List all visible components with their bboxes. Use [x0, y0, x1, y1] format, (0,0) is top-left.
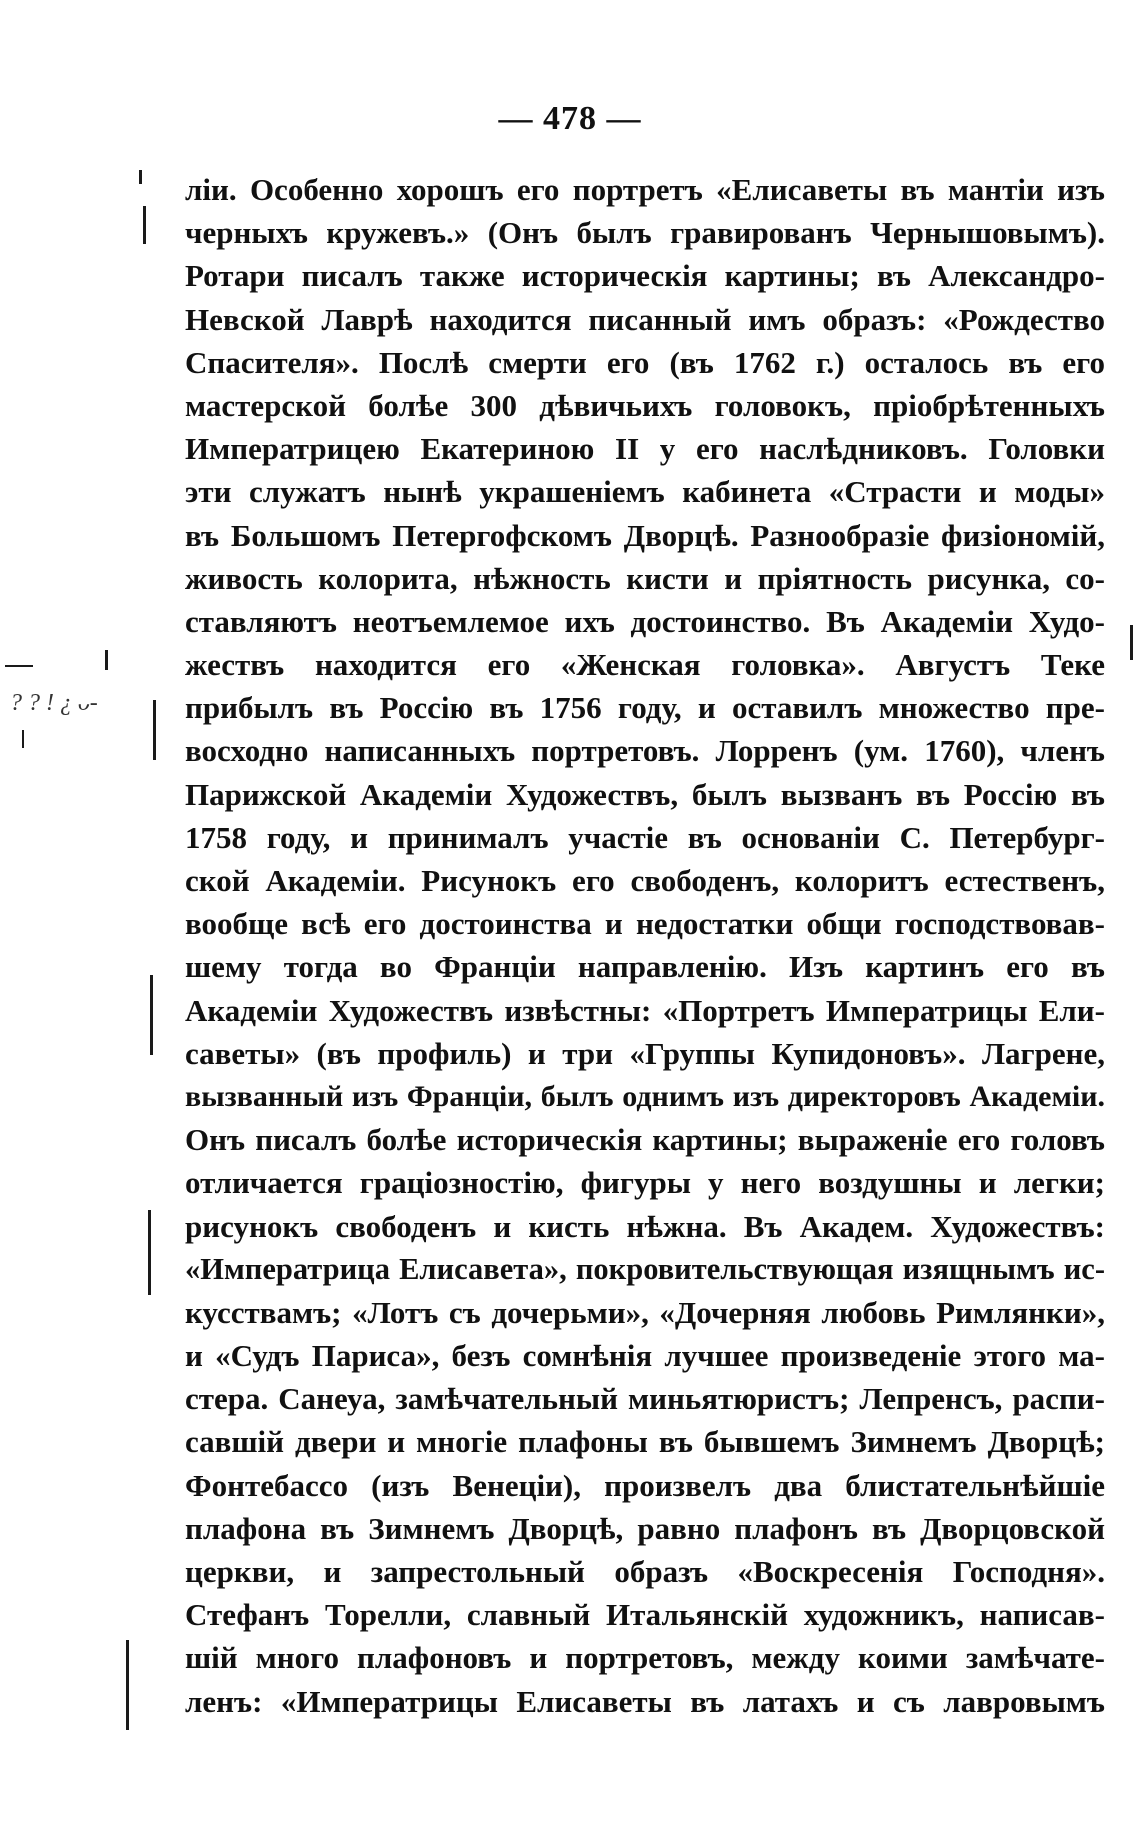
text-line: Ротари писалъ также историческія картины; въ Александро-	[185, 258, 1105, 294]
margin-mark	[148, 1210, 151, 1295]
page-number: — 478 —	[498, 100, 642, 137]
text-line: въ Большомъ Петергофскомъ Дворцѣ. Разнообразіе физіономій,	[185, 517, 1105, 553]
margin-dash	[5, 665, 33, 667]
text-line: жествъ находится его «Женская головка». Августъ Теке	[185, 647, 1105, 683]
text-line: прибылъ въ Россію въ 1756 году, и оставилъ множество пре-	[185, 690, 1105, 726]
text-line: кусствамъ; «Лотъ съ дочерьми», «Дочерняя любовь Римлянки»,	[185, 1294, 1105, 1330]
text-line: Стефанъ Торелли, славный Итальянскій художникъ, написав-	[185, 1597, 1105, 1633]
text-line: Онъ писалъ болѣе историческія картины; выраженіе его головъ	[185, 1122, 1105, 1158]
margin-mark	[150, 975, 153, 1055]
text-line: Императрицею Екатериною II у его наслѣдниковъ. Головки	[185, 431, 1105, 467]
text-line: ліи. Особенно хорошъ его портретъ «Елисаветы въ мантіи изъ	[185, 172, 1105, 207]
margin-mark	[139, 170, 142, 184]
body-text	[185, 168, 1105, 1723]
margin-mark	[143, 206, 146, 244]
text-line: шій много плафоновъ и портретовъ, между коими замѣчате-	[185, 1640, 1105, 1676]
text-line: ской Академіи. Рисунокъ его свободенъ, колоритъ естественъ,	[185, 863, 1105, 898]
text-line: шему тогда во Франціи направленію. Изъ картинъ его въ	[185, 949, 1105, 985]
text-line: Парижской Академіи Художествъ, былъ вызванъ въ Россію въ	[185, 776, 1105, 812]
text-line: савшій двери и многіе плафоны въ бывшемъ Зимнемъ Дворцѣ;	[185, 1424, 1105, 1460]
margin-mark	[22, 730, 24, 748]
text-line: 1758 году, и принималъ участіе въ основаніи С. Петербург-	[185, 819, 1105, 855]
text-line: мастерской болѣе 300 дѣвичьихъ головокъ, пріобрѣтенныхъ	[185, 387, 1105, 423]
text-line: Спасителя». Послѣ смерти его (въ 1762 г.) осталось въ его	[185, 344, 1105, 380]
text-line: вообще всѣ его достоинства и недостатки общи господствовав-	[185, 906, 1105, 942]
text-line: живость колорита, нѣжность кисти и пріятность рисунка, со-	[185, 560, 1105, 596]
text-line: церкви, и запрестольный образъ «Воскресенія Господня».	[185, 1554, 1105, 1589]
margin-mark	[153, 700, 156, 760]
text-line: рисунокъ свободенъ и кисть нѣжна. Въ Академ. Художествъ:	[185, 1208, 1105, 1244]
text-line: плафона въ Зимнемъ Дворцѣ, равно плафонъ въ Дворцовской	[185, 1510, 1105, 1546]
text-line: саветы» (въ профиль) и три «Группы Купидоновъ». Лагрене,	[185, 1035, 1105, 1071]
text-line: стера. Санеуа, замѣчательный миньятюристъ; Лепренсъ, распи-	[185, 1381, 1105, 1417]
text-line: ставляютъ неотъемлемое ихъ достоинство. Въ Академіи Худо-	[185, 603, 1105, 639]
margin-mark	[1130, 625, 1133, 660]
text-line: Невской Лаврѣ находится писанный имъ образъ: «Рождество	[185, 301, 1105, 337]
text-line: черныхъ кружевъ.» (Онъ былъ гравированъ Чернышовымъ).	[185, 215, 1105, 251]
margin-note: ? ? ! ¿ ᴗ-	[10, 690, 98, 716]
text-line: ленъ: «Императрицы Елисаветы въ латахъ и съ лавровымъ	[185, 1683, 1105, 1719]
margin-mark	[105, 650, 108, 670]
text-line: отличается граціозностію, фигуры у него воздушны и легки;	[185, 1165, 1105, 1201]
text-line: восходно написанныхъ портретовъ. Лорренъ (ум. 1760), членъ	[185, 733, 1105, 769]
text-line: вызванный изъ Франціи, былъ однимъ изъ директоровъ Академіи.	[185, 1079, 1105, 1113]
margin-mark	[126, 1640, 129, 1730]
text-line: эти служатъ нынѣ украшеніемъ кабинета «Страсти и моды»	[185, 474, 1105, 510]
text-line: Фонтебассо (изъ Венеціи), произвелъ два блистательнѣйшіе	[185, 1467, 1105, 1503]
text-line: и «Судъ Париса», безъ сомнѣнія лучшее произведеніе этого ма-	[185, 1338, 1105, 1374]
text-line: Академіи Художествъ извѣстны: «Портретъ Императрицы Ели-	[185, 992, 1105, 1028]
text-line: «Императрица Елисавета», покровительствующая изящнымъ ис-	[185, 1251, 1105, 1286]
